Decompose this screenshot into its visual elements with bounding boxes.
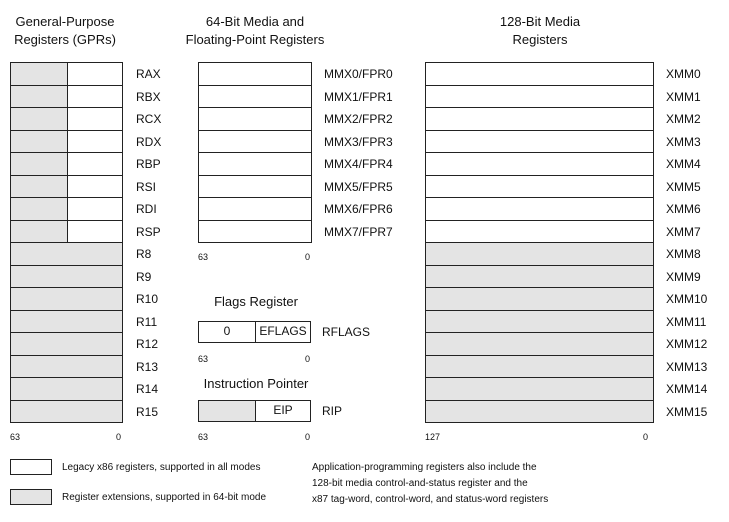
gpr-extension-register xyxy=(10,265,123,289)
xmm-title xyxy=(470,13,610,49)
gpr-bit-high: 63 xyxy=(10,432,21,442)
mmx-register xyxy=(198,220,312,244)
legend-legacy-text: Legacy x86 registers, supported in all modes xyxy=(62,462,261,473)
gpr-upper-half xyxy=(10,85,68,109)
ip-bit-high: 63 xyxy=(198,432,209,442)
flags-upper-cell: 0 xyxy=(198,321,256,343)
gpr-extension-register xyxy=(10,332,123,356)
xmm-register-name: XMM7 xyxy=(666,224,701,239)
mmx-register xyxy=(198,152,312,176)
gpr-title-line1: General-Purpose xyxy=(15,14,115,29)
ip-bit-low: 0 xyxy=(305,432,311,442)
mmx-bit-high: 63 xyxy=(198,252,209,262)
mmx-register xyxy=(198,175,312,199)
note-line: Application-programming registers also include the xyxy=(312,462,537,473)
xmm-register xyxy=(425,310,654,334)
mmx-register xyxy=(198,62,312,86)
legend-legacy-swatch xyxy=(10,459,52,475)
xmm-register xyxy=(425,62,654,86)
xmm-bit-high: 127 xyxy=(425,432,441,442)
gpr-register-name: R9 xyxy=(136,269,152,284)
xmm-register-name: XMM8 xyxy=(666,247,701,261)
mmx-title xyxy=(180,13,330,49)
xmm-register-name: XMM13 xyxy=(666,359,708,374)
gpr-lower-half xyxy=(67,85,123,109)
mmx-title-line2: Floating-Point Registers xyxy=(185,32,325,47)
xmm-title-line1: 128-Bit Media xyxy=(499,14,581,29)
gpr-register-name: RCX xyxy=(136,112,162,126)
gpr-register-name: R8 xyxy=(136,247,152,261)
mmx-register-name: MMX5/FPR5 xyxy=(324,179,393,194)
gpr-register-name: RDX xyxy=(136,134,162,149)
gpr-title-line2: Registers (GPRs) xyxy=(14,32,116,47)
gpr-register-name: R11 xyxy=(136,314,158,329)
xmm-register-name: XMM0 xyxy=(666,67,701,81)
xmm-register-name: XMM14 xyxy=(666,382,708,396)
mmx-bit-low: 0 xyxy=(305,252,311,262)
xmm-register-name: XMM9 xyxy=(666,269,701,284)
xmm-register-name: XMM12 xyxy=(666,337,708,351)
gpr-lower-half xyxy=(67,220,123,244)
gpr-bit-low: 0 xyxy=(116,432,122,442)
gpr-register-name: RBX xyxy=(136,89,161,104)
gpr-lower-half xyxy=(67,130,123,154)
mmx-register-name: MMX1/FPR1 xyxy=(324,89,393,104)
gpr-lower-half xyxy=(67,152,123,176)
gpr-extension-register xyxy=(10,242,123,266)
xmm-register xyxy=(425,332,654,356)
mmx-register-name: MMX6/FPR6 xyxy=(324,202,393,216)
mmx-title-line1: 64-Bit Media and xyxy=(205,14,305,29)
xmm-register-name: XMM11 xyxy=(666,314,707,329)
flags-bit-low: 0 xyxy=(305,354,311,364)
application-registers-note xyxy=(312,460,612,508)
xmm-register xyxy=(425,175,654,199)
gpr-register-name: RSI xyxy=(136,179,157,194)
gpr-lower-half xyxy=(67,175,123,199)
mmx-register-name: MMX4/FPR4 xyxy=(324,157,393,171)
xmm-register-name: XMM15 xyxy=(666,404,708,419)
xmm-register-name: XMM5 xyxy=(666,179,701,194)
xmm-register-name: XMM6 xyxy=(666,202,701,216)
xmm-bit-low: 0 xyxy=(643,432,649,442)
xmm-register-name: XMM4 xyxy=(666,157,701,171)
gpr-register-name: R10 xyxy=(136,292,159,306)
gpr-lower-half xyxy=(67,107,123,131)
xmm-register xyxy=(425,152,654,176)
xmm-register xyxy=(425,197,654,221)
mmx-register xyxy=(198,130,312,154)
xmm-register xyxy=(425,130,654,154)
gpr-register-name: RSP xyxy=(136,224,161,239)
mmx-register xyxy=(198,85,312,109)
xmm-register-name: XMM2 xyxy=(666,112,701,126)
ip-eip-cell: EIP xyxy=(255,400,311,422)
gpr-upper-half xyxy=(10,152,68,176)
gpr-extension-register xyxy=(10,377,123,401)
gpr-extension-register xyxy=(10,287,123,311)
gpr-upper-half xyxy=(10,197,68,221)
mmx-register-name: MMX0/FPR0 xyxy=(324,67,393,81)
xmm-register xyxy=(425,400,654,424)
gpr-upper-half xyxy=(10,107,68,131)
flags-eflags-cell: EFLAGS xyxy=(255,321,311,343)
xmm-register xyxy=(425,107,654,131)
gpr-extension-register xyxy=(10,400,123,424)
xmm-register-name: XMM10 xyxy=(666,292,708,306)
gpr-extension-register xyxy=(10,310,123,334)
xmm-register xyxy=(425,85,654,109)
mmx-register-name: MMX3/FPR3 xyxy=(324,134,393,149)
gpr-register-name: RDI xyxy=(136,202,157,216)
gpr-upper-half xyxy=(10,220,68,244)
legend-extension-text: Register extensions, supported in 64-bit mode xyxy=(62,492,267,503)
mmx-register xyxy=(198,197,312,221)
note-line: 128-bit media control-and-status register and the xyxy=(312,478,528,489)
gpr-upper-half xyxy=(10,62,68,86)
xmm-register xyxy=(425,220,654,244)
gpr-extension-register xyxy=(10,355,123,379)
gpr-register-name: R15 xyxy=(136,404,159,419)
ip-title: Instruction Pointer xyxy=(203,376,309,391)
flags-register-name: RFLAGS xyxy=(322,325,371,339)
xmm-title-line2: Registers xyxy=(512,32,568,47)
xmm-register xyxy=(425,242,654,266)
ip-register-name: RIP xyxy=(322,404,343,418)
ip-upper-cell xyxy=(198,400,256,422)
xmm-register xyxy=(425,287,654,311)
mmx-register-name: MMX7/FPR7 xyxy=(324,224,393,239)
mmx-register xyxy=(198,107,312,131)
flags-bit-high: 63 xyxy=(198,354,209,364)
gpr-register-name: RBP xyxy=(136,157,161,171)
mmx-register-name: MMX2/FPR2 xyxy=(324,112,393,126)
gpr-upper-half xyxy=(10,175,68,199)
note-line: x87 tag-word, control-word, and status-word registers xyxy=(312,494,549,505)
gpr-upper-half xyxy=(10,130,68,154)
gpr-register-name: RAX xyxy=(136,67,161,81)
gpr-title xyxy=(0,13,130,49)
xmm-register-name: XMM3 xyxy=(666,134,701,149)
gpr-register-name: R14 xyxy=(136,382,159,396)
xmm-register xyxy=(425,377,654,401)
legend-extension-swatch xyxy=(10,489,52,505)
gpr-lower-half xyxy=(67,197,123,221)
gpr-lower-half xyxy=(67,62,123,86)
gpr-register-name: R13 xyxy=(136,359,159,374)
gpr-register-name: R12 xyxy=(136,337,159,351)
xmm-register xyxy=(425,355,654,379)
xmm-register xyxy=(425,265,654,289)
xmm-register-name: XMM1 xyxy=(666,89,701,104)
flags-title: Flags Register xyxy=(214,294,298,309)
